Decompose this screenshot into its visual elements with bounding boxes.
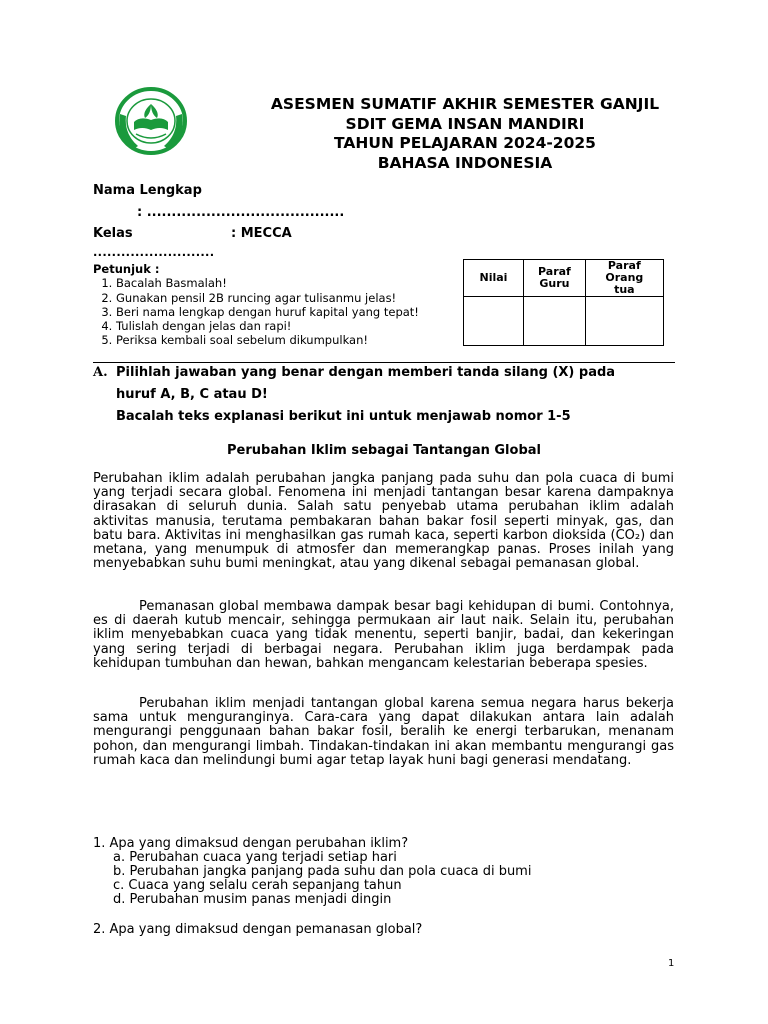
score-header-paraf-guru: Paraf Guru: [524, 260, 586, 297]
name-label: Nama Lengkap: [93, 183, 202, 198]
question-text: 2. Apa yang dimaksud dengan pemanasan global?: [93, 922, 423, 937]
passage-paragraph-1: Perubahan iklim adalah perubahan jangka panjang pada suhu dan pola cuaca di bumi yang terjadi secara global. Fenomena ini menjadi tantangan besar karena dampaknya dirasakan di seluruh dunia. Salah satu penyebab utama perubahan iklim adalah aktivitas manusia, terutama pembakaran bahan bakar fosil seperti minyak, gas, dan batu bara. Aktivitas ini menghasilkan gas rumah kaca, seperti karbon dioksida (CO₂) dan metana, yang menumpuk di atmosfer dan memerangkap panas. Proses inilah yang menyebabkan suhu bumi meningkat, atau yang dikenal sebagai pemanasan global.: [93, 471, 674, 572]
header-title: ASESMEN SUMATIF AKHIR SEMESTER GANJIL: [270, 95, 660, 113]
score-cell-paraf-guru[interactable]: [524, 297, 586, 346]
section-a-line3: Bacalah teks explanasi berikut ini untuk menjawab nomor 1-5: [116, 409, 571, 424]
section-a-line1: Pilihlah jawaban yang benar dengan memberi tanda silang (X) pada: [116, 365, 616, 380]
header-year: TAHUN PELAJARAN 2024-2025: [334, 134, 596, 152]
section-letter: A.: [93, 365, 108, 380]
class-value: : MECCA: [231, 226, 292, 241]
instruction-item: 3. Beri nama lengkap dengan huruf kapital yang tepat!: [116, 305, 431, 319]
name-field[interactable]: : ........................................: [137, 205, 345, 220]
score-cell-nilai[interactable]: [464, 297, 524, 346]
question-1: [93, 837, 693, 907]
score-cell-paraf-ortu[interactable]: [585, 297, 663, 346]
question-2: [93, 923, 693, 937]
score-header-paraf-ortu: Paraf Orang tua: [585, 260, 663, 297]
school-emblem-icon: [112, 84, 190, 162]
instructions-title: Petunjuk :: [93, 262, 160, 276]
instruction-item: 1. Bacalah Basmalah!: [116, 276, 453, 290]
document-header: [205, 95, 725, 173]
answer-option-d[interactable]: d. Perubahan musim panas menjadi dingin: [113, 892, 392, 907]
passage-title: Perubahan Iklim sebagai Tantangan Global: [227, 443, 541, 458]
question-text: 1. Apa yang dimaksud dengan perubahan iklim?: [93, 836, 409, 851]
answer-option-b[interactable]: b. Perubahan jangka panjang pada suhu dan pola cuaca di bumi: [113, 864, 532, 879]
instruction-item: 5. Periksa kembali soal sebelum dikumpulkan!: [116, 333, 453, 347]
instruction-item: 4. Tulislah dengan jelas dan rapi!: [116, 319, 453, 333]
score-header-nilai: Nilai: [464, 260, 524, 297]
score-table: [463, 259, 664, 346]
section-a-line2: huruf A, B, C atau D!: [116, 387, 268, 402]
section-a-instructions: [93, 362, 683, 428]
class-label: Kelas: [93, 226, 133, 241]
header-subject: BAHASA INDONESIA: [377, 153, 553, 172]
answer-option-a[interactable]: a. Perubahan cuaca yang terjadi setiap hari: [113, 850, 397, 865]
class-blank: ..........................: [93, 245, 215, 259]
instructions: [93, 262, 453, 348]
passage-paragraph-3: Perubahan iklim menjadi tantangan global karena semua negara harus bekerja sama untuk menguranginya. Cara-cara yang dapat dilakukan antara lain adalah mengurangi penggunaan bahan bakar fosil, beralih ke energi terbarukan, menanam pohon, dan mengurangi limbah. Tindakan-tindakan ini akan membantu mengurangi gas rumah kaca dan melindungi bumi agar tetap layak huni bagi generasi mendatang.: [93, 696, 674, 768]
answer-option-c[interactable]: c. Cuaca yang selalu cerah sepanjang tahun: [113, 878, 402, 893]
instruction-item: 2. Gunakan pensil 2B runcing agar tulisanmu jelas!: [116, 291, 453, 305]
page-number: 1: [668, 958, 675, 969]
header-school: SDIT GEMA INSAN MANDIRI: [345, 114, 585, 133]
passage-paragraph-2: Pemanasan global membawa dampak besar bagi kehidupan di bumi. Contohnya, es di daerah kutub mencair, sehingga permukaan air laut naik. Selain itu, perubahan iklim menyebabkan cuaca yang tidak menentu, seperti banjir, badai, dan kekeringan yang sering terjadi di berbagai negara. Perubahan iklim juga berdampak pada kehidupan tumbuhan dan hewan, bahkan mengancam kelestarian beberapa spesies.: [93, 599, 674, 671]
